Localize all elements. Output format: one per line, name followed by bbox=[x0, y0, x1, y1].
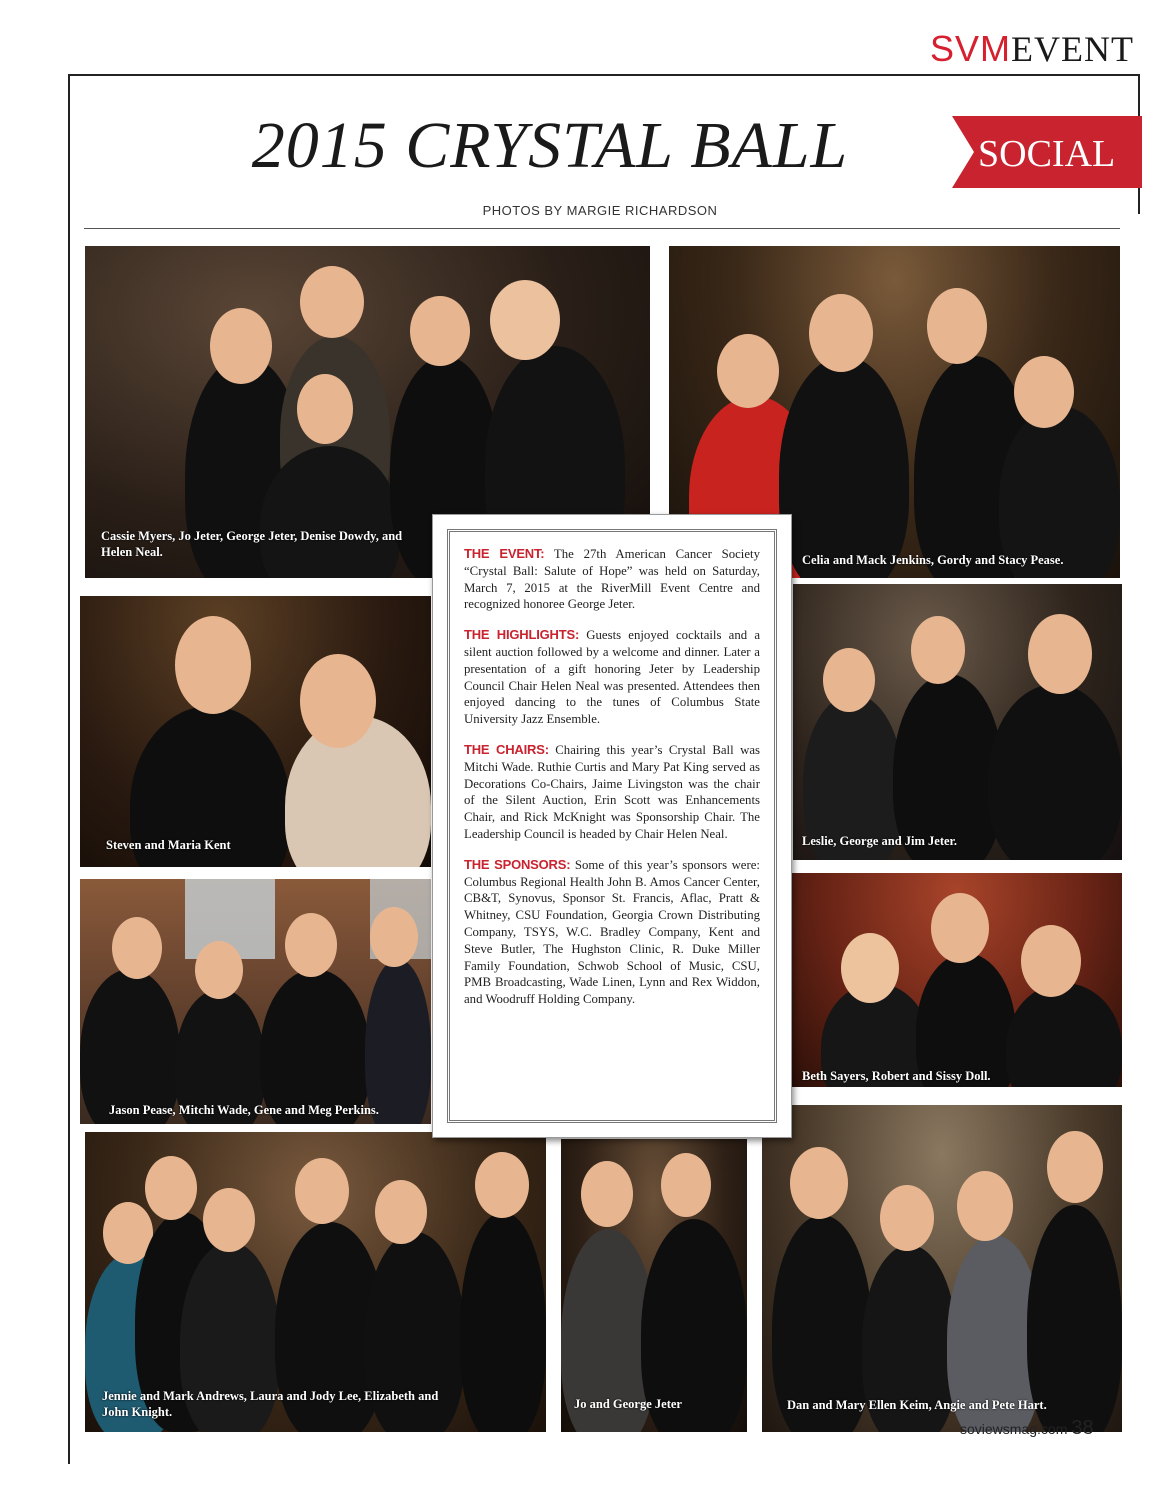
photo-jo-george-jeter bbox=[561, 1139, 747, 1432]
brand-svm: SVM bbox=[930, 28, 1012, 69]
text-sponsors: Some of this year’s sponsors were: Columbus Regional Health John B. Amos Cancer Center, CB&T, Synovus, Sponsor St. Francis, Aflac, Pratt & Whitney, CSU Foundation, Georgia Crown Distributing Company, TSYS, W.C. Bradley Company, Kent and Steve Butler, The Hughston Clinic, R. Duke Miller Family Foundation, Schwob School of Music, CSU, PMB Broadcasting, Wade Linen, Lynn and Rex Widdon, and Woodruff Holding Company. bbox=[464, 857, 760, 1007]
paragraph-chairs bbox=[464, 742, 760, 843]
text-event: The 27th American Cancer Society “Crystal Ball: Salute of Hope” was held on Saturday, March 7, 2015 at the RiverMill Event Centre and recognized honoree George Jeter. bbox=[464, 547, 760, 612]
heading-event: THE EVENT: bbox=[464, 546, 545, 561]
photo-caption: Jennie and Mark Andrews, Laura and Jody Lee, Elizabeth and John Knight. bbox=[102, 1389, 439, 1419]
photo-credit: PHOTOS BY MARGIE RICHARDSON bbox=[482, 203, 718, 218]
frame-left-rule bbox=[68, 74, 70, 1464]
photo-caption: Jason Pease, Mitchi Wade, Gene and Meg Perkins. bbox=[109, 1103, 379, 1117]
photo-caption: Leslie, George and Jim Jeter. bbox=[802, 834, 958, 848]
heading-highlights: THE HIGHLIGHTS: bbox=[464, 627, 580, 643]
footer-site: soviewsmag.com bbox=[960, 1421, 1068, 1437]
paragraph-sponsors bbox=[464, 857, 760, 1008]
photo-jeter-family bbox=[793, 584, 1122, 860]
photo-caption: Dan and Mary Ellen Keim, Angie and Pete Hart. bbox=[787, 1398, 1047, 1412]
photo-andrews-lee-knight bbox=[85, 1132, 546, 1432]
photo-caption: Steven and Maria Kent bbox=[106, 838, 231, 852]
photo-sayers-doll bbox=[791, 873, 1122, 1087]
event-summary-border bbox=[447, 529, 777, 1123]
title-divider bbox=[84, 228, 1120, 229]
page-title: 2015 CRYSTAL BALL bbox=[251, 109, 849, 182]
section-tab-label: SOCIAL bbox=[978, 133, 1116, 175]
photo-caption: Jo and George Jeter bbox=[574, 1397, 682, 1411]
photo-caption: Beth Sayers, Robert and Sissy Doll. bbox=[802, 1069, 991, 1083]
frame-top-rule bbox=[68, 74, 1140, 76]
paragraph-event bbox=[464, 546, 760, 613]
text-highlights: Guests enjoyed cocktails and a silent auction followed by a welcome and dinner. Later a presentation of a gift honoring Jeter by Leadership Council Chair Helen Neal was presented. Attendees then enjoyed dancing to the tunes of Columbus State University Jazz Ensemble. bbox=[464, 628, 760, 727]
photo-kent bbox=[80, 596, 431, 867]
paragraph-highlights bbox=[464, 627, 760, 728]
magazine-section-logo bbox=[930, 28, 1134, 70]
heading-chairs: THE CHAIRS: bbox=[464, 741, 549, 757]
page-footer bbox=[960, 1417, 1094, 1440]
photo-caption: Celia and Mack Jenkins, Gordy and Stacy Pease. bbox=[802, 553, 1064, 567]
event-summary-box bbox=[432, 514, 792, 1138]
brand-event: EVENT bbox=[1011, 29, 1134, 69]
section-tab-notch bbox=[952, 116, 974, 188]
photo-keim-hart bbox=[762, 1105, 1122, 1432]
text-chairs: Chairing this year’s Crystal Ball was Mitchi Wade. Ruthie Curtis and Mary Pat King served as Decorations Co-Chairs, Jaime Livingston was the chair of the Silent Auction, Erin Scott was Enhancements Chair, and Rick McKnight was Sponsorship Chair. The Leadership Council is headed by Chair Helen Neal. bbox=[464, 742, 760, 841]
photo-pease-wade-perkins bbox=[80, 879, 431, 1124]
heading-sponsors: THE SPONSORS: bbox=[464, 856, 571, 872]
page-number: 38 bbox=[1071, 1417, 1094, 1439]
photo-caption: Cassie Myers, Jo Jeter, George Jeter, Denise Dowdy, and Helen Neal. bbox=[101, 529, 403, 559]
